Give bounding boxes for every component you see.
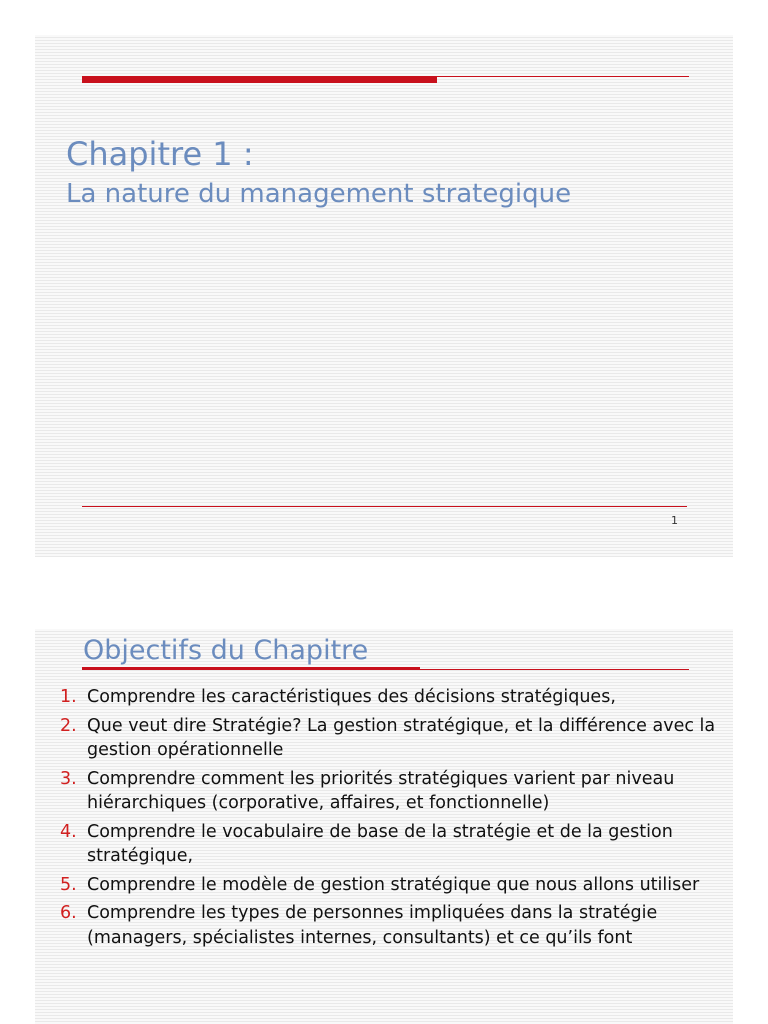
title-underline-line — [420, 669, 689, 670]
objectives-list — [60, 685, 730, 954]
list-item-text: Comprendre le vocabulaire de base de la stratégie et de la gestion stratégique, — [87, 821, 673, 866]
list-item-number: 6. — [60, 903, 77, 923]
list-item — [60, 820, 730, 869]
list-item-text: Comprendre comment les priorités stratégiques varient par niveau hiérarchiques (corporative, affaires, et fonctionnelle) — [87, 768, 675, 813]
slide-2 — [35, 629, 733, 1024]
list-item-number: 1. — [60, 687, 77, 707]
slide-1 — [35, 35, 733, 557]
list-item-text: Comprendre le modèle de gestion stratégique que nous allons utiliser — [87, 874, 700, 895]
list-item — [60, 714, 730, 763]
list-item-number: 5. — [60, 874, 77, 895]
list-item-number: 3. — [60, 768, 77, 789]
list-item-text: Que veut dire Stratégie? La gestion stratégique, et la différence avec la gestion opérationnelle — [87, 715, 716, 760]
title-underline-bar — [82, 667, 420, 670]
slide-subtitle: La nature du management strategique — [66, 179, 572, 209]
slide-title: Chapitre 1 : — [66, 135, 254, 173]
objectives-title: Objectifs du Chapitre — [83, 635, 369, 666]
list-item-text: Comprendre les types de personnes impliquées dans la stratégie (managers, spécialistes internes, consultants) et ce qu’ils font — [87, 903, 658, 948]
list-item — [60, 873, 730, 898]
list-item-text: Comprendre les caractéristiques des décisions stratégiques, — [87, 687, 616, 707]
list-item — [60, 685, 730, 710]
list-item-number: 4. — [60, 821, 77, 842]
top-accent-bar — [82, 76, 437, 83]
top-accent-line — [437, 76, 689, 77]
list-item — [60, 767, 730, 816]
page-number: 1 — [671, 514, 678, 527]
bottom-accent-line — [82, 506, 687, 507]
list-item — [60, 901, 730, 950]
list-item-number: 2. — [60, 715, 77, 736]
